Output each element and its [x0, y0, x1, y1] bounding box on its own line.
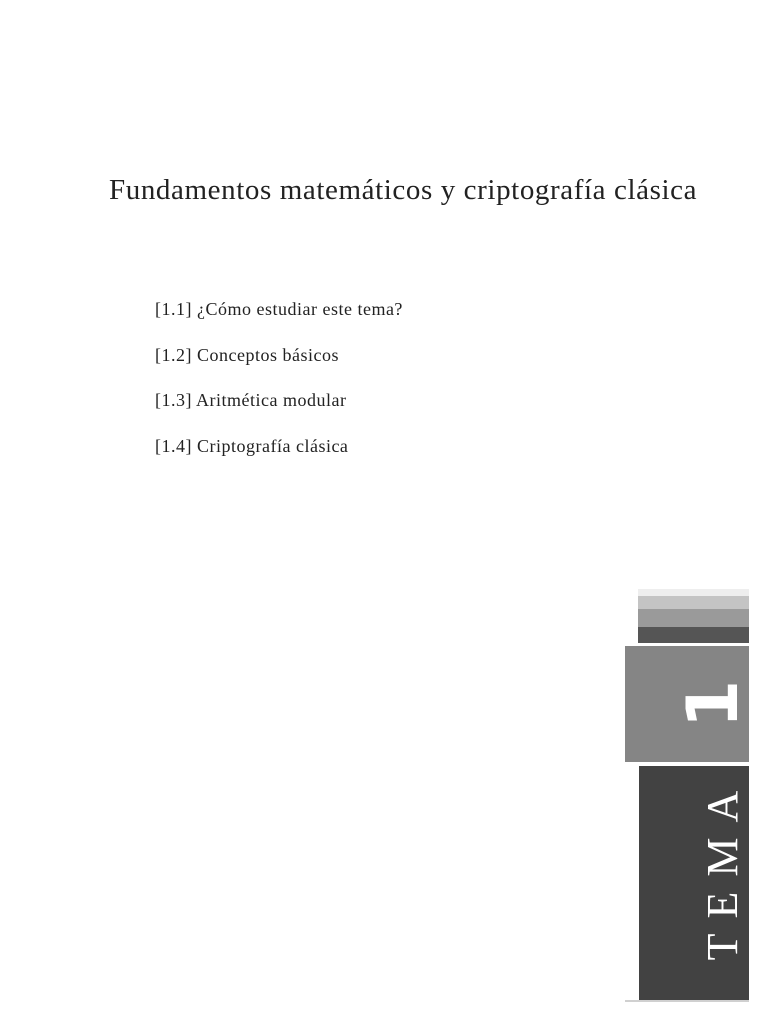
- chapter-label: TEMA: [698, 775, 747, 961]
- chapter-number-box: [625, 646, 754, 762]
- tab-stripe-dark: [638, 627, 749, 643]
- tab-stripe-light: [638, 589, 749, 596]
- chapter-number: 1: [672, 679, 754, 729]
- table-of-contents: [155, 294, 403, 476]
- toc-item: [1.3] Aritmética modular: [155, 390, 347, 410]
- toc-item: [1.4] Criptografía clásica: [155, 435, 349, 456]
- tab-stripe-mid: [638, 596, 749, 609]
- toc-item: [1.1] ¿Cómo estudiar este tema?: [155, 299, 403, 319]
- tab-stripe-gray: [638, 609, 749, 627]
- chapter-title: Fundamentos matemáticos y criptografía clásica: [109, 174, 698, 206]
- chapter-label-box: [639, 766, 749, 1001]
- toc-item: [1.2] Conceptos básicos: [155, 344, 339, 365]
- tab-base-line: [625, 1000, 749, 1002]
